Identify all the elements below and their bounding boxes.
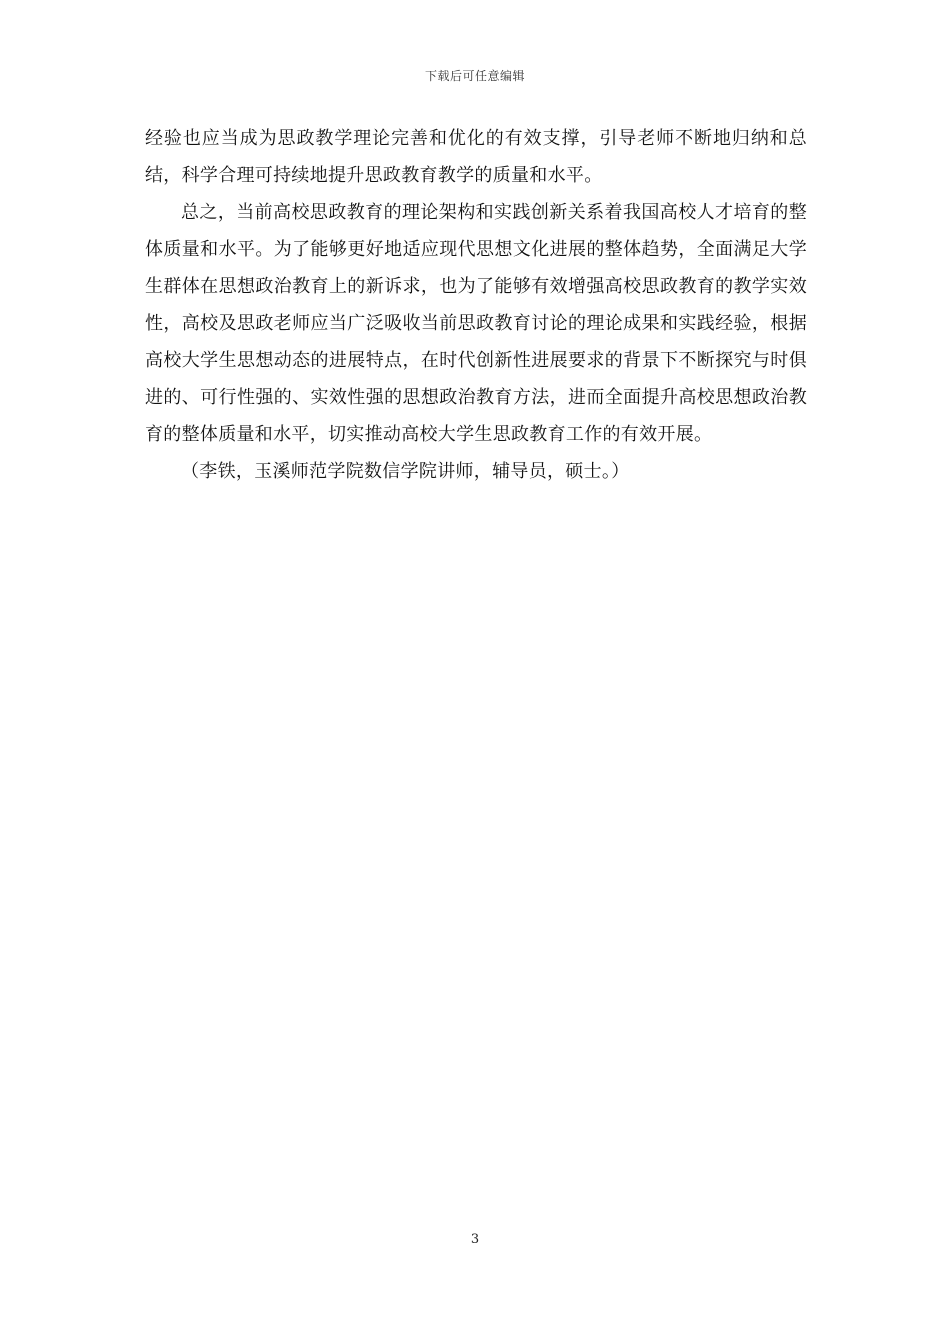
header-note: 下载后可任意编辑 <box>424 69 525 83</box>
paragraph-continuation: 经验也应当成为思政教学理论完善和优化的有效支撑，引导老师不断地归纳和总结，科学合理可持续地提升思政教育教学的质量和水平。 <box>145 128 807 186</box>
document-body <box>145 120 807 490</box>
page-number: 3 <box>470 1232 480 1247</box>
author-note: （李铁，玉溪师范学院数信学院讲师，辅导员，硕士。） <box>181 461 630 482</box>
paragraph-conclusion: 总之，当前高校思政教育的理论架构和实践创新关系着我国高校人才培育的整体质量和水平。为了能够更好地适应现代思想文化进展的整体趋势，全面满足大学生群体在思想政治教育上的新诉求，也为了能够有效增强高校思政教育的教学实效性，高校及思政老师应当广泛吸收当前思政教育讨论的理论成果和实践经验，根据高校大学生思想动态的进展特点，在时代创新性进展要求的背景下不断探究与时俱进的、可行性强的、实效性强的思想政治教育方法，进而全面提升高校思想政治教育的整体质量和水平，切实推动高校大学生思政教育工作的有效开展。 <box>145 202 807 445</box>
